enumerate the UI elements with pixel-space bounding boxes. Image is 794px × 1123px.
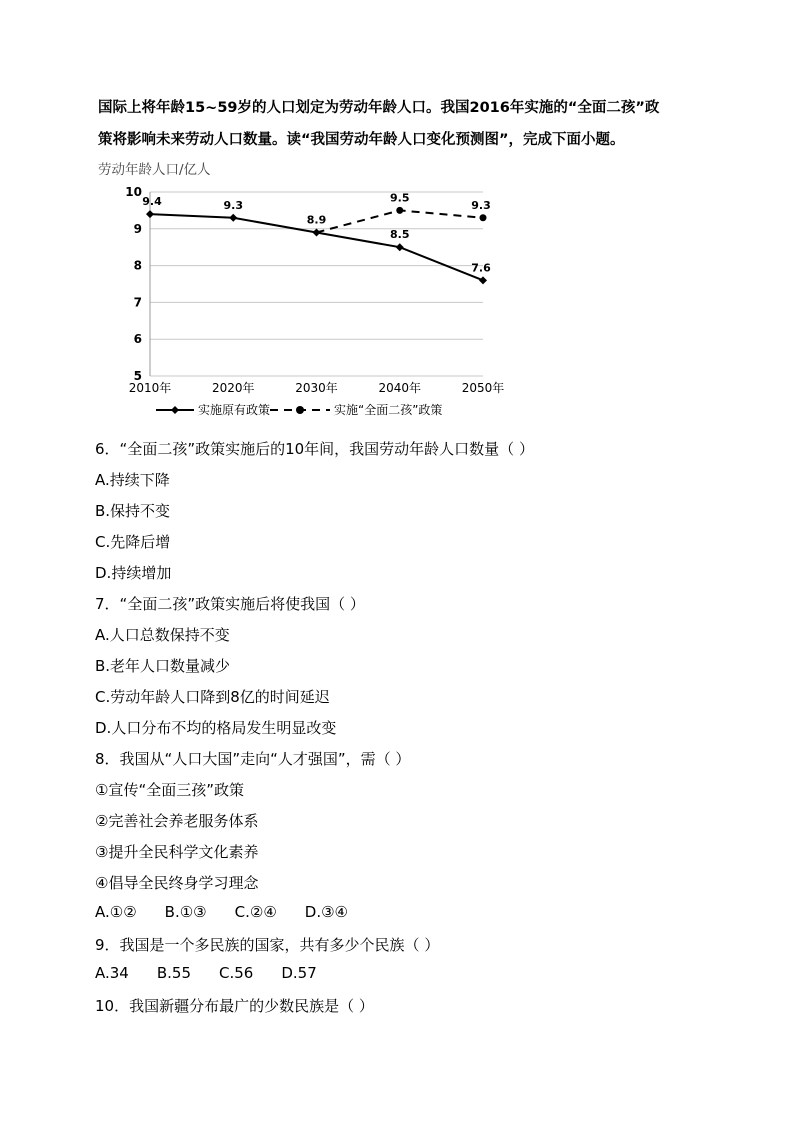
question-6-option-b: B.保持不变	[95, 502, 171, 520]
question-8-option-b: B.①③	[164, 903, 207, 921]
y-tick-label-9: 9	[133, 221, 142, 236]
labor-population-line-chart	[120, 180, 520, 425]
question-6-stem: 6．“全面二孩”政策实施后的10年间，我国劳动年龄人口数量（ ）	[95, 440, 534, 458]
question-8-option-d: D.③④	[304, 903, 348, 921]
question-9-option-a: A.34	[95, 964, 129, 982]
series-1-data-label-4: 9.3	[471, 198, 491, 212]
series-0-point-1	[229, 214, 237, 222]
series-0-data-label-3: 8.5	[390, 228, 410, 242]
question-8-statement-2: ②完善社会养老服务体系	[95, 812, 259, 830]
chart-y-axis-label: 劳动年龄人口/亿人	[98, 162, 211, 178]
x-tick-label-4: 2050年	[461, 381, 505, 395]
series-0-point-0	[146, 210, 154, 218]
series-0-data-label-1: 9.3	[223, 198, 243, 212]
y-tick-label-8: 8	[133, 258, 142, 273]
y-tick-label-7: 7	[133, 295, 142, 310]
series-1-point-3	[396, 207, 403, 214]
question-8-option-a: A.①②	[95, 903, 137, 921]
legend-swatch-marker-0	[171, 406, 179, 414]
y-tick-label-6: 6	[133, 332, 142, 347]
series-1-data-label-3: 9.5	[390, 191, 410, 205]
x-tick-label-1: 2020年	[211, 381, 255, 395]
question-6-option-a: A.持续下降	[95, 471, 170, 489]
legend-label-0: 实施原有政策	[198, 403, 271, 417]
question-8-option-c: C.②④	[234, 903, 277, 921]
question-8-options	[95, 903, 376, 921]
question-6-option-c: C.先降后增	[95, 533, 171, 551]
question-9-option-d: D.57	[281, 964, 317, 982]
question-8-statement-3: ③提升全民科学文化素养	[95, 843, 259, 861]
question-6-option-d: D.持续增加	[95, 564, 172, 582]
question-10-stem: 10．我国新疆分布最广的少数民族是（ ）	[95, 997, 374, 1015]
legend-label-1: 实施“全面二孩”政策	[334, 403, 443, 417]
y-tick-label-10: 10	[125, 185, 142, 199]
question-7-option-a: A.人口总数保持不变	[95, 626, 230, 644]
question-7-option-b: B.老年人口数量减少	[95, 657, 231, 675]
y-tick-label-5: 5	[133, 369, 142, 383]
intro-line-1: 国际上将年龄15~59岁的人口划定为劳动年龄人口。我国2016年实施的“全面二孩”政	[98, 100, 660, 116]
intro-line-2: 策将影响未来劳动人口数量。读“我国劳动年龄人口变化预测图”，完成下面小题。	[98, 132, 625, 148]
series-0-data-label-0: 9.4	[142, 195, 162, 209]
intro-paragraph	[98, 92, 708, 156]
series-0-data-label-4: 7.6	[471, 261, 491, 275]
series-0-point-4	[479, 276, 487, 284]
question-8-stem: 8．我国从“人口大国”走向“人才强国”，需（ ）	[95, 750, 411, 768]
series-0-data-label-2: 8.9	[306, 213, 327, 227]
legend-swatch-marker-1	[296, 406, 304, 414]
question-7-stem: 7．“全面二孩”政策实施后将使我国（ ）	[95, 595, 365, 613]
question-7-option-c: C.劳动年龄人口降到8亿的时间延迟	[95, 688, 330, 706]
x-tick-label-3: 2040年	[378, 381, 422, 395]
question-7-option-d: D.人口分布不均的格局发生明显改变	[95, 719, 337, 737]
question-9-stem: 9．我国是一个多民族的国家，共有多少个民族（ ）	[95, 936, 440, 954]
question-8-statement-4: ④倡导全民终身学习理念	[95, 874, 259, 892]
question-8-statement-1: ①宣传“全面三孩”政策	[95, 781, 244, 799]
question-9-option-c: C.56	[219, 964, 254, 982]
x-tick-label-0: 2010年	[128, 381, 172, 395]
series-0-point-3	[396, 243, 404, 251]
question-9-option-b: B.55	[156, 964, 192, 982]
x-tick-label-2: 2030年	[295, 381, 338, 395]
question-9-options	[95, 964, 345, 982]
series-1-point-4	[480, 214, 487, 221]
